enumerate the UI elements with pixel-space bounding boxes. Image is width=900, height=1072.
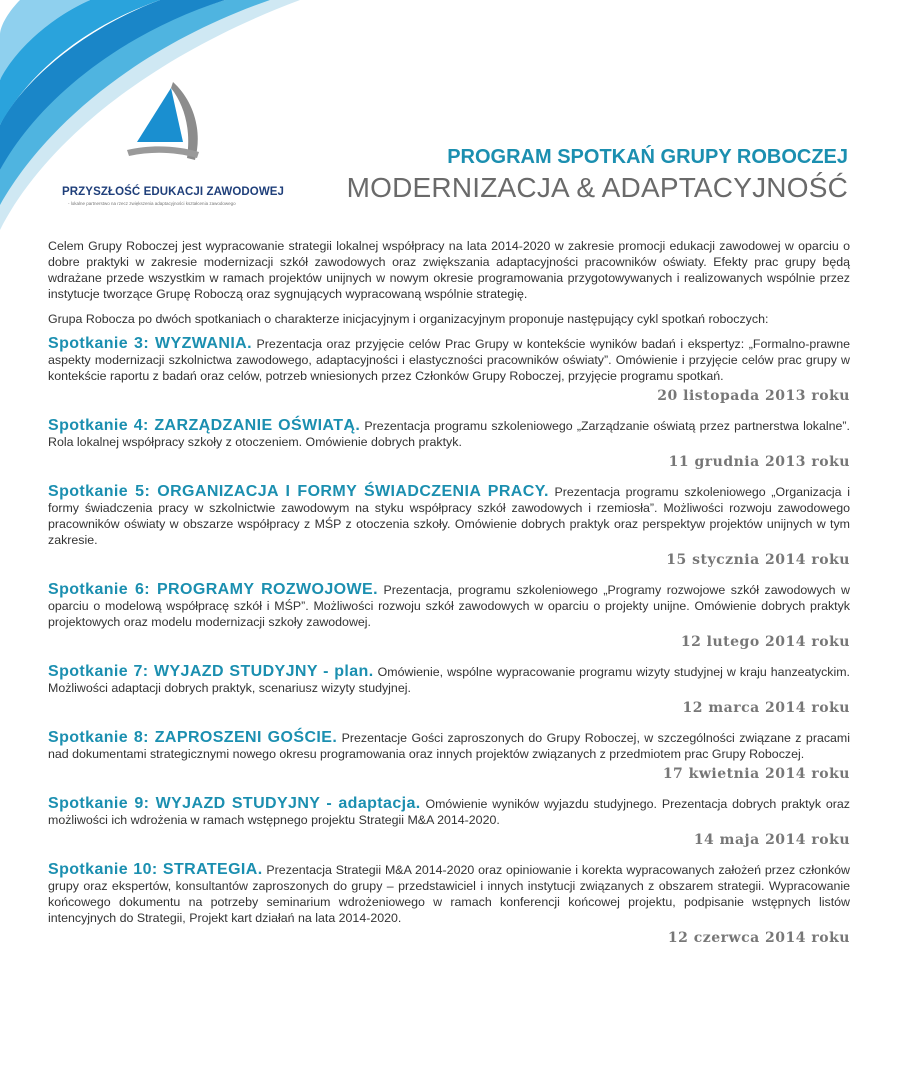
meeting-date: 11 grudnia 2013 roku [668,454,850,470]
meeting-heading: Spotkanie 8: ZAPROSZENI GOŚCIE. [48,729,338,746]
document-body [48,238,850,960]
meeting-date: 20 listopada 2013 roku [657,388,850,404]
meeting-description: Omówienie, wspólne wypracowanie programu wizyty studyjnej w kraju hanzeatyckim. Możliwości adaptacji dobrych praktyk, scenariusz wizyty studyjnej. [48,665,850,695]
meeting-heading: Spotkanie 9: WYJAZD STUDYJNY - adaptacja. [48,795,421,812]
meeting-heading: Spotkanie 7: WYJAZD STUDYJNY - plan. [48,663,374,680]
meeting-date: 12 lutego 2014 roku [680,634,850,650]
intro-paragraph: Celem Grupy Roboczej jest wypracowanie strategii lokalnej współpracy na lata 2014-2020 w zakresie promocji edukacji zawodowej w oparciu o dobre praktyki w zakresie modernizacji szkół zawodowych oraz zwiększania adaptacyjności pracowników oświaty. Efekty prac grupy będą wdrażane przede wszystkim w ramach projektów unijnych w nowym okresie programowania przygotowywanych i realizowanych wspólnie przez instytucje tworzące Grupę Roboczą oraz sygnujących wypracowaną wspólnie strategię. [48,239,850,301]
meeting-description: Prezentacja programu szkoleniowego „Organizacja i formy świadczenia pracy w szkolnictwie zawodowym na styku współpracy szkół zawodowych i rzemiosła”. Możliwości rozwoju zawodowego pracowników oświaty w obszarze współpracy z MŚP z otoczenia szkoły. Omówienie dobrych praktyk oraz perspektyw projektów unijnych w tym zakresie. [48,485,850,547]
page-subtitle: MODERNIZACJA & ADAPTACYJNOŚĆ [346,172,848,203]
meeting-item [48,730,850,782]
logo-name: PRZYSZŁOŚĆ EDUKACJI ZAWODOWEJ [62,186,285,198]
meeting-description: Prezentacja Strategii M&A 2014-2020 oraz opiniowanie i korekta wypracowanych założeń przez członków grupy oraz ekspertów, konsultantów zaproszonych do grupy – przedstawiciel i innych instytucji związanych z obszarem strategii. Wypracowanie końcowego dokumentu na potrzeby seminarium wdrożeniowego w ramach konferencji końcowej projektu, podpisanie wstępnych listów intencyjnych do Strategii, Projekt kart działań na lata 2014-2020. [48,863,851,925]
meeting-date: 12 marca 2014 roku [682,700,850,716]
meeting-heading: Spotkanie 6: PROGRAMY ROZWOJOWE. [48,581,378,598]
page-title: PROGRAM SPOTKAŃ GRUPY ROBOCZEJ [447,146,848,168]
meeting-description: Prezentacja programu szkoleniowego „Zarządzanie oświatą przez partnerstwa lokalne”. Rola lokalnej współpracy szkoły z otoczeniem. Omówienie dobrych praktyk. [48,419,850,449]
meeting-item [48,336,850,404]
meeting-item [48,664,850,716]
meeting-date: 17 kwietnia 2014 roku [662,766,850,782]
logo-tagline: - lokalne partnerstwo na rzecz zwiększenia adaptacyjności kształcenia zawodowego [68,201,236,206]
meeting-description: Omówienie wyników wyjazdu studyjnego. Prezentacja dobrych praktyk oraz możliwości ich wdrożenia w ramach wstępnego projektu Strategii M&A 2014-2020. [48,797,850,827]
meeting-heading: Spotkanie 5: ORGANIZACJA I FORMY ŚWIADCZENIA PRACY. [48,483,549,500]
meeting-description: Prezentacja oraz przyjęcie celów Prac Grupy w kontekście wyników badań i ekspertyz: „Formalno-prawne aspekty modernizacji szkolnictwa zawodowego, adaptacyjności i elastyczności pracowników oświaty”. Omówienie i przyjęcie celów prac grupy w kontekście raportu z badań oraz celów, potrzeb wniesionych przez Członków Grupy Roboczej, przyjęcie programu spotkań. [48,337,850,383]
sailboat-icon [123,80,213,168]
intro-paragraph: Grupa Robocza po dwóch spotkaniach o charakterze inicjacyjnym i organizacyjnym proponuje następujący cykl spotkań roboczych: [48,312,769,326]
meeting-item [48,796,850,848]
meeting-date: 12 czerwca 2014 roku [667,930,850,946]
meeting-description: Prezentacja, programu szkoleniowego „Programy rozwojowe szkół zawodowych w oparciu o modelową współpracę szkół i MŚP”. Możliwości rozwoju szkół zawodowych w oparciu o projekty unijne. Omówienie dobrych praktyk projektowych oraz modelu modernizacji szkoły zawodowej. [48,583,850,629]
meeting-heading: Spotkanie 10: STRATEGIA. [48,861,263,878]
meeting-item [48,582,850,650]
logo [48,80,288,220]
meeting-item [48,484,850,568]
meeting-date: 14 maja 2014 roku [693,832,850,848]
meeting-item [48,862,850,946]
meeting-description: Prezentacje Gości zaproszonych do Grupy Roboczej, w szczególności związane z pracami nad dokumentami strategicznymi nowego okresu programowania oraz innych projektów związanych z przedmiotem prac Grupy Roboczej. [48,731,850,761]
meeting-item [48,418,850,470]
meeting-heading: Spotkanie 4: ZARZĄDZANIE OŚWIATĄ. [48,417,361,434]
meeting-date: 15 stycznia 2014 roku [666,552,850,568]
meeting-heading: Spotkanie 3: WYZWANIA. [48,335,252,352]
